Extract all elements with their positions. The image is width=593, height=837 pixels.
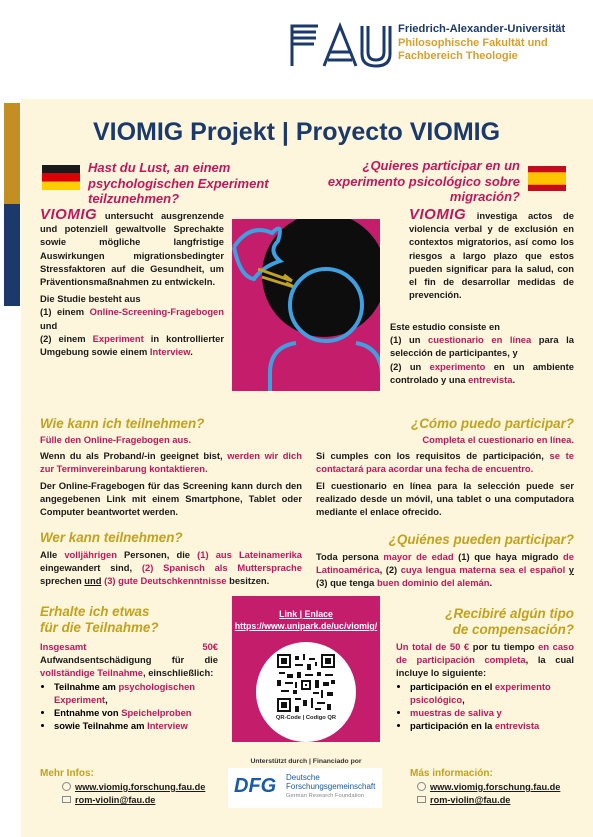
es-study-intro: Este estudio consiste en — [390, 321, 500, 332]
es-email[interactable]: rom-violin@fau.de — [417, 794, 510, 807]
es-more-heading: Más información: — [410, 768, 493, 779]
es-question: ¿Quieres participar en un experimento psicológico sobre migración? — [327, 158, 520, 204]
globe-icon — [62, 782, 71, 791]
es-study-block — [390, 320, 574, 386]
de-step2: (2) einem Experiment in kontrollierter Umgebung sowie einem Interview. — [40, 332, 224, 358]
page-title: VIOMIG Projekt | Proyecto VIOMIG — [92, 118, 501, 146]
es-how-text2: El cuestionario en línea para la selección puede ser realizado desde un móvil, una tablet o una computadora mediante el enlace ofrecido. — [316, 479, 574, 518]
mail-icon — [62, 796, 71, 803]
list-item: • sowie Teilnahme am Interview — [54, 719, 218, 732]
dfg-line1: Deutsche — [286, 773, 320, 782]
dfg-logo — [228, 768, 382, 808]
de-comp-text: Insgesamt 50€ Aufwandsentschädigung für die vollständige Teilnahme, einschließlich: — [40, 641, 218, 679]
dfg-line2: Forschungsgemeinschaft — [286, 782, 376, 791]
es-how-text1: Si cumples con los requisitos de participación, se te contactará para acordar una fecha de encuentro. — [316, 450, 574, 475]
es-how-highlight: Completa el cuestionario en línea. — [422, 434, 574, 445]
es-intro-block — [409, 208, 574, 301]
es-step1: (1) un cuestionario en línea para la selección de participantes, y — [390, 334, 574, 359]
de-how-text1: Wenn du als Proband/-in geeignet bist, werden wir dich zur Terminvereinbarung kontaktieren. — [40, 450, 302, 475]
de-comp-block — [40, 640, 218, 732]
de-website[interactable]: www.viomig.forschung.fau.de — [62, 781, 205, 794]
es-comp-text: Un total de 50 € por tu tiempo en caso de participación completa, la cual incluye lo siguiente: — [396, 641, 574, 679]
es-intro: VIOMIG investiga actos de violencia verbal y de exclusión en contextos migratorios, así como los riesgos a largo plazo que estos pueden significar para la salud, con el fin de desarrollar medidas de prevención. — [409, 206, 574, 301]
accent-bar-blue — [4, 204, 20, 306]
survey-link[interactable]: https://www.unipark.de/uc/viomig/ — [234, 621, 378, 631]
de-more-heading: Mehr Infos: — [40, 768, 94, 779]
es-who-text: Toda persona mayor de edad (1) que haya migrado de Latinoamérica, (2) cuya lengua materna sea el español y (3) que tenga buen dominio del alemán. — [316, 551, 574, 589]
link-label[interactable]: Link | Enlace — [279, 609, 333, 619]
dfg-line3: German Research Foundation — [286, 793, 364, 799]
de-study-intro: Die Studie besteht aus — [40, 293, 141, 305]
mail-icon — [417, 796, 426, 803]
list-item: • participación en el experimento psicológico, — [410, 680, 574, 706]
de-who-text: Alle volljährigen Personen, die (1) aus Lateinamerika eingewandert sind, (2) Spanisch als Muttersprache sprechen und (3) gute Deutschkenntnisse besitzen. — [40, 549, 302, 587]
es-comp-heading: ¿Recibiré algún tipo de compensación? — [445, 606, 574, 637]
spanish-flag-icon — [528, 166, 566, 191]
de-how-heading: Wie kann ich teilnehmen? — [40, 416, 205, 431]
es-how-block — [316, 433, 574, 518]
de-brand: VIOMIG — [40, 206, 98, 223]
de-question: Hast du Lust, an einem psychologischen Experiment teilzunehmen? — [88, 160, 269, 206]
list-item: • participación en la entrevista — [410, 719, 574, 732]
de-who-block — [40, 548, 302, 588]
de-how-block — [40, 433, 302, 518]
list-item: • Entnahme von Speichelproben — [54, 706, 218, 719]
de-how-text2: Der Online-Fragebogen für das Screening kann durch den angegebenen Link mit einem Smartphone, Tablet oder Computer beantwortet werden. — [40, 479, 302, 518]
es-comp-block — [396, 640, 574, 732]
de-who-heading: Wer kann teilnehmen? — [40, 530, 183, 545]
es-brand: VIOMIG — [409, 206, 467, 223]
es-website[interactable]: www.viomig.forschung.fau.de — [417, 781, 560, 794]
fau-logo — [288, 22, 392, 68]
de-step1: (1) einem Online-Screening-Fragebogen und — [40, 306, 224, 331]
de-comp-list — [40, 680, 218, 733]
es-comp-list — [396, 680, 574, 733]
dfg-abbr: DFG — [234, 775, 277, 797]
list-item: • Teilnahme am psychologischen Experiment, — [54, 680, 218, 706]
german-flag-icon — [42, 165, 80, 190]
de-how-highlight: Fülle den Online-Fragebogen aus. — [40, 434, 192, 445]
person-illustration-icon — [232, 219, 380, 391]
funding-label: Unterstützt durch | Financiado por — [250, 758, 362, 765]
de-intro: VIOMIG untersucht ausgrenzende und potenziell gewaltvolle Sprechakte sowie mögliche langfristige Auswirkungen migrationsbedingter Stressfaktoren auf die Gesundheit, um Präventionsmaßnahmen zu entwickeln. — [40, 206, 224, 288]
university-name: Friedrich-Alexander-Universität — [398, 23, 566, 35]
de-comp-heading: Erhalte ich etwas für die Teilnahme? — [40, 604, 159, 635]
globe-icon — [417, 782, 426, 791]
es-who-heading: ¿Quiénes pueden participar? — [388, 532, 574, 547]
qr-code-icon[interactable] — [274, 654, 338, 712]
de-intro-block — [40, 208, 224, 358]
de-email[interactable]: rom-violin@fau.de — [62, 794, 155, 807]
qr-caption: QR-Code | Codigo QR — [275, 715, 337, 721]
es-step2: (2) un experimento en un ambiente controlado y una entrevista. — [390, 360, 574, 385]
faculty-name: Philosophische Fakultät und Fachbereich Theologie — [398, 37, 548, 62]
es-who-block — [316, 550, 574, 590]
es-how-heading: ¿Cómo puedo participar? — [411, 416, 574, 431]
list-item: • muestras de saliva y — [410, 706, 574, 719]
